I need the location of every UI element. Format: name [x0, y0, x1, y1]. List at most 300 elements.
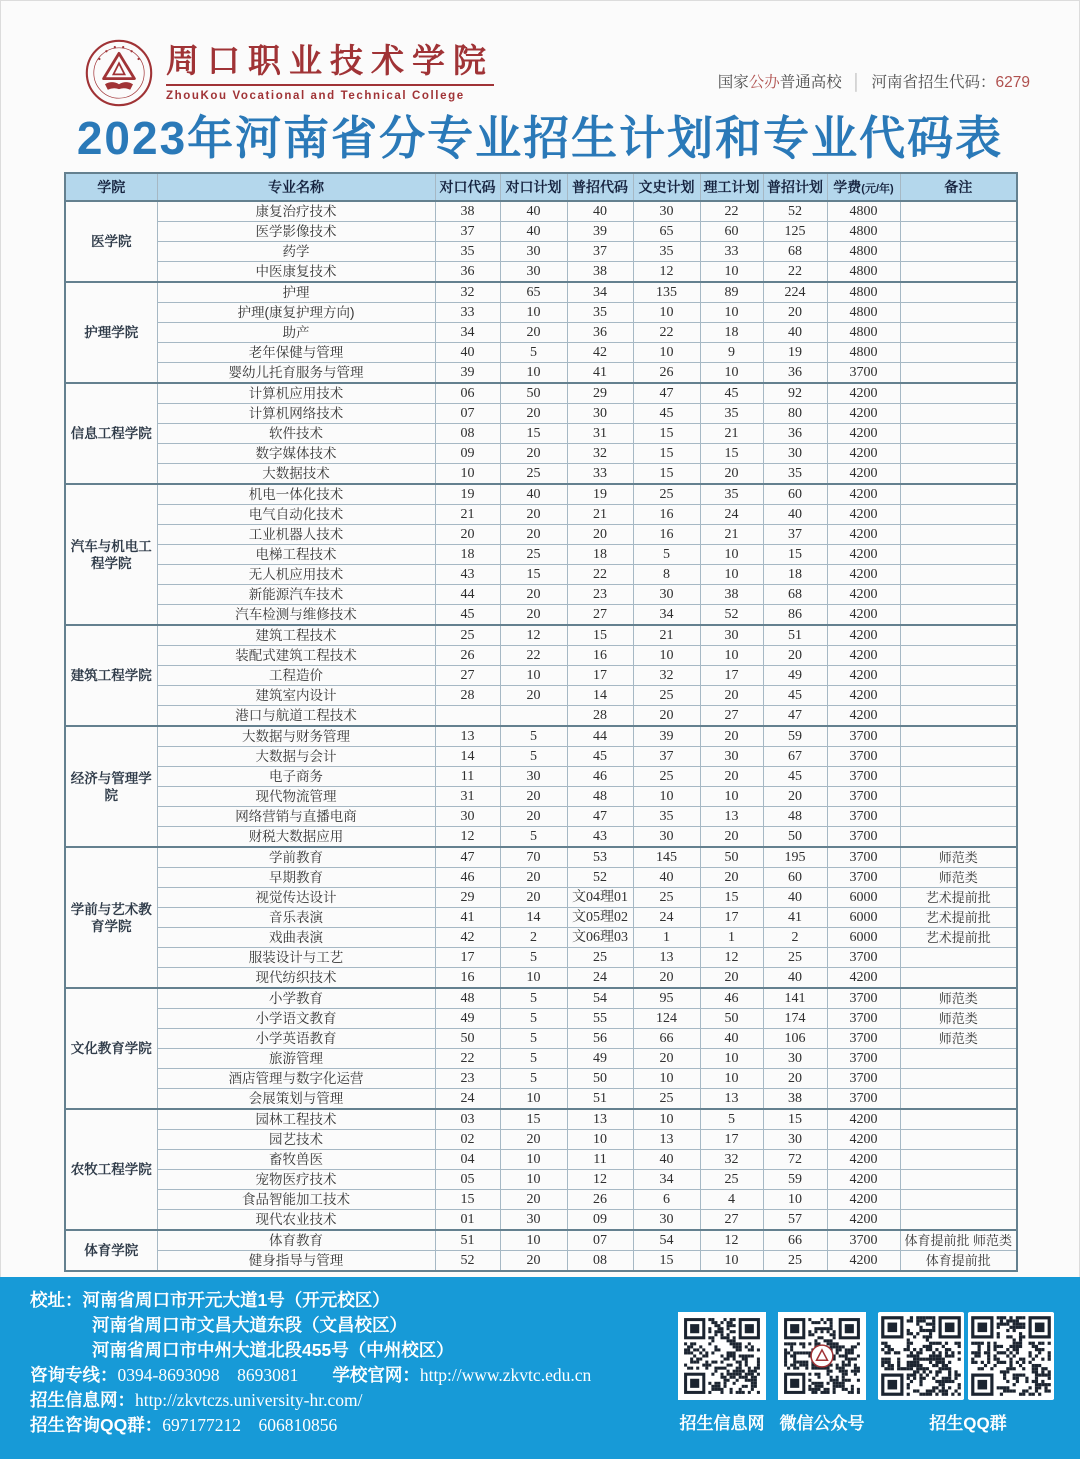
- puzhao-code-cell: 17: [567, 666, 633, 686]
- column-header: 普招代码: [567, 173, 633, 201]
- duikou-plan-cell: 5: [500, 726, 567, 747]
- puzhao-code-cell: 32: [567, 444, 633, 464]
- duikou-plan-cell: 30: [500, 242, 567, 262]
- table-row: [65, 343, 1017, 363]
- duikou-code-cell: 05: [435, 1170, 500, 1190]
- column-header: 对口代码: [435, 173, 500, 201]
- table-row: [65, 585, 1017, 605]
- puzhao-plan-cell: 174: [763, 1009, 827, 1029]
- ligong-plan-cell: 12: [700, 948, 763, 968]
- duikou-code-cell: 10: [435, 464, 500, 485]
- remark-cell: 体育提前批: [900, 1251, 1017, 1272]
- wenshi-plan-cell: 8: [633, 565, 700, 585]
- puzhao-plan-cell: 195: [763, 847, 827, 868]
- duikou-code-cell: 36: [435, 262, 500, 283]
- puzhao-plan-cell: 92: [763, 383, 827, 404]
- major-name-cell: 视觉传达设计: [157, 888, 435, 908]
- qq-group-numbers: 697177212 606810856: [162, 1415, 338, 1435]
- wenshi-plan-cell: 145: [633, 847, 700, 868]
- fee-cell: 3700: [827, 847, 900, 868]
- ligong-plan-cell: 9: [700, 343, 763, 363]
- duikou-plan-cell: 20: [500, 1251, 567, 1272]
- wenshi-plan-cell: 10: [633, 303, 700, 323]
- major-name-cell: 护理(康复护理方向): [157, 303, 435, 323]
- puzhao-plan-cell: 35: [763, 464, 827, 485]
- duikou-code-cell: 16: [435, 968, 500, 989]
- major-name-cell: 会展策划与管理: [157, 1089, 435, 1110]
- table-row: [65, 908, 1017, 928]
- duikou-plan-cell: 5: [500, 1049, 567, 1069]
- puzhao-code-cell: 29: [567, 383, 633, 404]
- duikou-plan-cell: 40: [500, 201, 567, 222]
- fee-cell: 4800: [827, 323, 900, 343]
- qr-code-qq-group-1: [878, 1312, 964, 1400]
- duikou-code-cell: 08: [435, 424, 500, 444]
- address-label: 校址：: [30, 1290, 83, 1310]
- major-name-cell: 音乐表演: [157, 908, 435, 928]
- duikou-code-cell: 31: [435, 787, 500, 807]
- duikou-plan-cell: 5: [500, 747, 567, 767]
- puzhao-code-cell: 09: [567, 1210, 633, 1231]
- badge-text: 国家: [717, 74, 749, 91]
- ligong-plan-cell: 13: [700, 807, 763, 827]
- major-name-cell: 建筑室内设计: [157, 686, 435, 706]
- duikou-code-cell: 18: [435, 545, 500, 565]
- puzhao-plan-cell: 22: [763, 262, 827, 283]
- puzhao-code-cell: 41: [567, 363, 633, 384]
- puzhao-plan-cell: 48: [763, 807, 827, 827]
- duikou-plan-cell: 5: [500, 988, 567, 1009]
- duikou-plan-cell: 20: [500, 404, 567, 424]
- puzhao-plan-cell: 59: [763, 1170, 827, 1190]
- remark-cell: [900, 505, 1017, 525]
- ligong-plan-cell: 35: [700, 484, 763, 505]
- puzhao-code-cell: 23: [567, 585, 633, 605]
- puzhao-code-cell: 08: [567, 1251, 633, 1272]
- duikou-code-cell: 33: [435, 303, 500, 323]
- fee-cell: 4200: [827, 565, 900, 585]
- table-row: [65, 222, 1017, 242]
- table-row: [65, 505, 1017, 525]
- ligong-plan-cell: 15: [700, 888, 763, 908]
- fee-cell: 3700: [827, 767, 900, 787]
- puzhao-plan-cell: 36: [763, 424, 827, 444]
- province-code-label: 河南省招生代码：: [871, 74, 996, 91]
- puzhao-plan-cell: 41: [763, 908, 827, 928]
- duikou-plan-cell: 10: [500, 363, 567, 384]
- table-row: [65, 303, 1017, 323]
- wenshi-plan-cell: 45: [633, 404, 700, 424]
- table-row: [65, 383, 1017, 404]
- major-name-cell: 婴幼儿托育服务与管理: [157, 363, 435, 384]
- puzhao-code-cell: 27: [567, 605, 633, 626]
- fee-cell: 3700: [827, 1049, 900, 1069]
- duikou-plan-cell: 20: [500, 505, 567, 525]
- wenshi-plan-cell: 65: [633, 222, 700, 242]
- qr-label-qq-group: 招生QQ群: [929, 1414, 1007, 1433]
- puzhao-plan-cell: 38: [763, 1089, 827, 1110]
- ligong-plan-cell: 10: [700, 646, 763, 666]
- duikou-plan-cell: 5: [500, 827, 567, 848]
- ligong-plan-cell: 21: [700, 525, 763, 545]
- puzhao-plan-cell: 68: [763, 242, 827, 262]
- puzhao-code-cell: 07: [567, 1230, 633, 1251]
- wenshi-plan-cell: 15: [633, 464, 700, 485]
- table-row: [65, 363, 1017, 384]
- duikou-code-cell: 23: [435, 1069, 500, 1089]
- fee-cell: 4200: [827, 666, 900, 686]
- table-row: [65, 404, 1017, 424]
- qr-label-wechat: 微信公众号: [779, 1414, 865, 1433]
- duikou-plan-cell: 14: [500, 908, 567, 928]
- puzhao-plan-cell: 30: [763, 1130, 827, 1150]
- fee-cell: 3700: [827, 1029, 900, 1049]
- duikou-plan-cell: 15: [500, 1109, 567, 1130]
- major-name-cell: 旅游管理: [157, 1049, 435, 1069]
- remark-cell: [900, 968, 1017, 989]
- fee-cell: 4800: [827, 262, 900, 283]
- duikou-plan-cell: 10: [500, 1170, 567, 1190]
- major-name-cell: 大数据技术: [157, 464, 435, 485]
- fee-cell: 4200: [827, 625, 900, 646]
- wenshi-plan-cell: 35: [633, 242, 700, 262]
- remark-cell: [900, 363, 1017, 384]
- remark-cell: [900, 726, 1017, 747]
- puzhao-code-cell: 49: [567, 1049, 633, 1069]
- ligong-plan-cell: 17: [700, 666, 763, 686]
- puzhao-code-cell: 24: [567, 968, 633, 989]
- duikou-code-cell: 11: [435, 767, 500, 787]
- fee-cell: 4200: [827, 525, 900, 545]
- duikou-plan-cell: 5: [500, 343, 567, 363]
- wenshi-plan-cell: 30: [633, 585, 700, 605]
- duikou-code-cell: 40: [435, 343, 500, 363]
- major-name-cell: 酒店管理与数字化运营: [157, 1069, 435, 1089]
- duikou-plan-cell: 2: [500, 928, 567, 948]
- wenshi-plan-cell: 95: [633, 988, 700, 1009]
- wenshi-plan-cell: 54: [633, 1230, 700, 1251]
- remark-cell: [900, 767, 1017, 787]
- address-wenchang: 河南省周口市文昌大道东段（文昌校区）: [92, 1315, 407, 1335]
- puzhao-code-cell: 54: [567, 988, 633, 1009]
- remark-cell: [900, 1069, 1017, 1089]
- duikou-plan-cell: 25: [500, 464, 567, 485]
- qr-code-wechat: [778, 1312, 866, 1400]
- duikou-plan-cell: 20: [500, 444, 567, 464]
- duikou-plan-cell: 20: [500, 585, 567, 605]
- remark-cell: [900, 807, 1017, 827]
- remark-cell: [900, 706, 1017, 727]
- fee-cell: 6000: [827, 888, 900, 908]
- table-row: [65, 565, 1017, 585]
- remark-cell: [900, 787, 1017, 807]
- fee-cell: 3700: [827, 807, 900, 827]
- remark-cell: [900, 383, 1017, 404]
- duikou-code-cell: 19: [435, 484, 500, 505]
- college-cell: 体育学院: [65, 1230, 157, 1271]
- ligong-plan-cell: 20: [700, 968, 763, 989]
- duikou-code-cell: 21: [435, 505, 500, 525]
- major-name-cell: 现代农业技术: [157, 1210, 435, 1231]
- hotline-numbers: 0394-8693098 8693081: [117, 1365, 299, 1385]
- major-name-cell: 药学: [157, 242, 435, 262]
- major-name-cell: 小学英语教育: [157, 1029, 435, 1049]
- ligong-plan-cell: 50: [700, 1009, 763, 1029]
- wenshi-plan-cell: 40: [633, 1150, 700, 1170]
- puzhao-code-cell: 11: [567, 1150, 633, 1170]
- table-row: [65, 1210, 1017, 1231]
- ligong-plan-cell: 25: [700, 1170, 763, 1190]
- table-row: [65, 988, 1017, 1009]
- table-row: [65, 666, 1017, 686]
- table-row: [65, 1170, 1017, 1190]
- page-title: 2023年河南省分专业招生计划和专业代码表: [76, 112, 1004, 164]
- table-row: [65, 1190, 1017, 1210]
- fee-cell: 4800: [827, 242, 900, 262]
- fee-cell: 3700: [827, 868, 900, 888]
- ligong-plan-cell: 20: [700, 686, 763, 706]
- remark-cell: [900, 343, 1017, 363]
- puzhao-plan-cell: 2: [763, 928, 827, 948]
- major-name-cell: 学前教育: [157, 847, 435, 868]
- table-row: [65, 464, 1017, 485]
- duikou-code-cell: 14: [435, 747, 500, 767]
- puzhao-plan-cell: 125: [763, 222, 827, 242]
- wenshi-plan-cell: 30: [633, 827, 700, 848]
- remark-cell: [900, 565, 1017, 585]
- fee-cell: 3700: [827, 787, 900, 807]
- duikou-code-cell: 12: [435, 827, 500, 848]
- fee-cell: 4200: [827, 383, 900, 404]
- puzhao-code-cell: 53: [567, 847, 633, 868]
- fee-cell: 4800: [827, 282, 900, 303]
- major-name-cell: 电梯工程技术: [157, 545, 435, 565]
- puzhao-plan-cell: 50: [763, 827, 827, 848]
- wenshi-plan-cell: 13: [633, 948, 700, 968]
- duikou-plan-cell: 10: [500, 666, 567, 686]
- remark-cell: 艺术提前批: [900, 888, 1017, 908]
- puzhao-code-cell: 20: [567, 525, 633, 545]
- address-line-2: [30, 1313, 591, 1338]
- ligong-plan-cell: 10: [700, 545, 763, 565]
- qr-code-qq-group-2: [968, 1312, 1054, 1400]
- wenshi-plan-cell: 34: [633, 1170, 700, 1190]
- remark-cell: [900, 222, 1017, 242]
- qq-label: 招生咨询QQ群：: [30, 1415, 163, 1435]
- wenshi-plan-cell: 24: [633, 908, 700, 928]
- major-name-cell: 无人机应用技术: [157, 565, 435, 585]
- wenshi-plan-cell: 32: [633, 666, 700, 686]
- college-cell: 文化教育学院: [65, 988, 157, 1109]
- duikou-plan-cell: 20: [500, 525, 567, 545]
- puzhao-code-cell: 37: [567, 242, 633, 262]
- duikou-code-cell: 06: [435, 383, 500, 404]
- puzhao-plan-cell: 47: [763, 706, 827, 727]
- duikou-plan-cell: 25: [500, 545, 567, 565]
- major-name-cell: 计算机网络技术: [157, 404, 435, 424]
- wenshi-plan-cell: 20: [633, 706, 700, 727]
- duikou-plan-cell: 20: [500, 868, 567, 888]
- remark-cell: [900, 1170, 1017, 1190]
- ligong-plan-cell: 18: [700, 323, 763, 343]
- table-row: [65, 1109, 1017, 1130]
- duikou-plan-cell: 15: [500, 565, 567, 585]
- table-row: [65, 1251, 1017, 1272]
- address-line-1: [30, 1288, 591, 1313]
- duikou-code-cell: 41: [435, 908, 500, 928]
- remark-cell: [900, 585, 1017, 605]
- duikou-code-cell: 22: [435, 1049, 500, 1069]
- duikou-plan-cell: 65: [500, 282, 567, 303]
- puzhao-plan-cell: 30: [763, 444, 827, 464]
- duikou-plan-cell: 50: [500, 383, 567, 404]
- remark-cell: [900, 545, 1017, 565]
- wenshi-plan-cell: 25: [633, 484, 700, 505]
- fee-cell: 4200: [827, 605, 900, 626]
- puzhao-code-cell: 10: [567, 1130, 633, 1150]
- ligong-plan-cell: 20: [700, 767, 763, 787]
- wenshi-plan-cell: 6: [633, 1190, 700, 1210]
- duikou-plan-cell: 30: [500, 1210, 567, 1231]
- duikou-code-cell: 46: [435, 868, 500, 888]
- duikou-code-cell: 37: [435, 222, 500, 242]
- duikou-code-cell: 35: [435, 242, 500, 262]
- table-row: [65, 323, 1017, 343]
- hotline-line: [30, 1363, 591, 1388]
- remark-cell: [900, 1130, 1017, 1150]
- duikou-code-cell: 45: [435, 605, 500, 626]
- puzhao-code-cell: 30: [567, 404, 633, 424]
- table-row: [65, 1009, 1017, 1029]
- puzhao-code-cell: 文04理01: [567, 888, 633, 908]
- wenshi-plan-cell: 5: [633, 545, 700, 565]
- duikou-plan-cell: 20: [500, 807, 567, 827]
- duikou-plan-cell: 10: [500, 1089, 567, 1110]
- major-name-cell: 港口与航道工程技术: [157, 706, 435, 727]
- table-row: [65, 242, 1017, 262]
- ligong-plan-cell: 17: [700, 908, 763, 928]
- fee-cell: 3700: [827, 747, 900, 767]
- puzhao-code-cell: 26: [567, 1190, 633, 1210]
- puzhao-plan-cell: 59: [763, 726, 827, 747]
- college-name-en: ZhouKou Vocational and Technical College: [166, 90, 465, 103]
- ligong-plan-cell: 60: [700, 222, 763, 242]
- major-name-cell: 电气自动化技术: [157, 505, 435, 525]
- college-cell: 农牧工程学院: [65, 1109, 157, 1230]
- wenshi-plan-cell: 10: [633, 1109, 700, 1130]
- major-name-cell: 中医康复技术: [157, 262, 435, 283]
- major-name-cell: 汽车检测与维修技术: [157, 605, 435, 626]
- puzhao-plan-cell: 30: [763, 1049, 827, 1069]
- puzhao-plan-cell: 20: [763, 646, 827, 666]
- puzhao-plan-cell: 66: [763, 1230, 827, 1251]
- remark-cell: [900, 525, 1017, 545]
- duikou-code-cell: 44: [435, 585, 500, 605]
- table-row: [65, 706, 1017, 727]
- ligong-plan-cell: 20: [700, 827, 763, 848]
- puzhao-plan-cell: 60: [763, 484, 827, 505]
- duikou-plan-cell: 10: [500, 1150, 567, 1170]
- fee-cell: 4200: [827, 1150, 900, 1170]
- puzhao-plan-cell: 49: [763, 666, 827, 686]
- puzhao-plan-cell: 52: [763, 201, 827, 222]
- duikou-plan-cell: 10: [500, 968, 567, 989]
- address-kaiyuan: 河南省周口市开元大道1号（开元校区）: [82, 1290, 390, 1310]
- fee-cell: 4200: [827, 505, 900, 525]
- table-row: [65, 868, 1017, 888]
- fee-cell: 4200: [827, 484, 900, 505]
- duikou-plan-cell: 5: [500, 1009, 567, 1029]
- wenshi-plan-cell: 10: [633, 1069, 700, 1089]
- major-name-cell: 电子商务: [157, 767, 435, 787]
- badge-text-red: 公办: [748, 74, 780, 91]
- column-header: 普招计划: [763, 173, 827, 201]
- major-name-cell: 大数据与会计: [157, 747, 435, 767]
- puzhao-plan-cell: 80: [763, 404, 827, 424]
- major-name-cell: 大数据与财务管理: [157, 726, 435, 747]
- wenshi-plan-cell: 20: [633, 968, 700, 989]
- remark-cell: 师范类: [900, 1029, 1017, 1049]
- puzhao-plan-cell: 224: [763, 282, 827, 303]
- ligong-plan-cell: 10: [700, 565, 763, 585]
- remark-cell: 师范类: [900, 988, 1017, 1009]
- fee-cell: 4200: [827, 1190, 900, 1210]
- ligong-plan-cell: 10: [700, 262, 763, 283]
- duikou-plan-cell: 30: [500, 767, 567, 787]
- duikou-code-cell: 17: [435, 948, 500, 968]
- wenshi-plan-cell: 22: [633, 323, 700, 343]
- table-row: [65, 888, 1017, 908]
- duikou-code-cell: 04: [435, 1150, 500, 1170]
- qq-line: [30, 1413, 591, 1438]
- table-row: [65, 1130, 1017, 1150]
- puzhao-plan-cell: 68: [763, 585, 827, 605]
- address-zhongzhou: 河南省周口市中州大道北段455号（中州校区）: [92, 1340, 454, 1360]
- admission-site-url: http://zkvtczs.university-hr.com/: [135, 1390, 363, 1410]
- table-row: [65, 545, 1017, 565]
- major-name-cell: 建筑工程技术: [157, 625, 435, 646]
- remark-cell: 艺术提前批: [900, 908, 1017, 928]
- duikou-plan-cell: 10: [500, 303, 567, 323]
- major-name-cell: 护理: [157, 282, 435, 303]
- puzhao-plan-cell: 20: [763, 787, 827, 807]
- wenshi-plan-cell: 30: [633, 1210, 700, 1231]
- duikou-plan-cell: 20: [500, 323, 567, 343]
- remark-cell: [900, 686, 1017, 706]
- remark-cell: [900, 201, 1017, 222]
- wenshi-plan-cell: 47: [633, 383, 700, 404]
- table-row: [65, 1069, 1017, 1089]
- duikou-plan-cell: 20: [500, 888, 567, 908]
- puzhao-code-cell: 48: [567, 787, 633, 807]
- table-row: [65, 525, 1017, 545]
- qr-code-admission-site: [678, 1312, 766, 1400]
- table-row: [65, 484, 1017, 505]
- duikou-plan-cell: 12: [500, 625, 567, 646]
- wenshi-plan-cell: 66: [633, 1029, 700, 1049]
- remark-cell: [900, 303, 1017, 323]
- wenshi-plan-cell: 35: [633, 807, 700, 827]
- duikou-plan-cell: 70: [500, 847, 567, 868]
- plan-table-body: [65, 201, 1017, 1271]
- fee-cell: 4200: [827, 444, 900, 464]
- ligong-plan-cell: 32: [700, 1150, 763, 1170]
- major-name-cell: 现代纺织技术: [157, 968, 435, 989]
- fee-cell: 4200: [827, 1170, 900, 1190]
- puzhao-plan-cell: 45: [763, 686, 827, 706]
- fee-cell: 3700: [827, 948, 900, 968]
- major-name-cell: 网络营销与直播电商: [157, 807, 435, 827]
